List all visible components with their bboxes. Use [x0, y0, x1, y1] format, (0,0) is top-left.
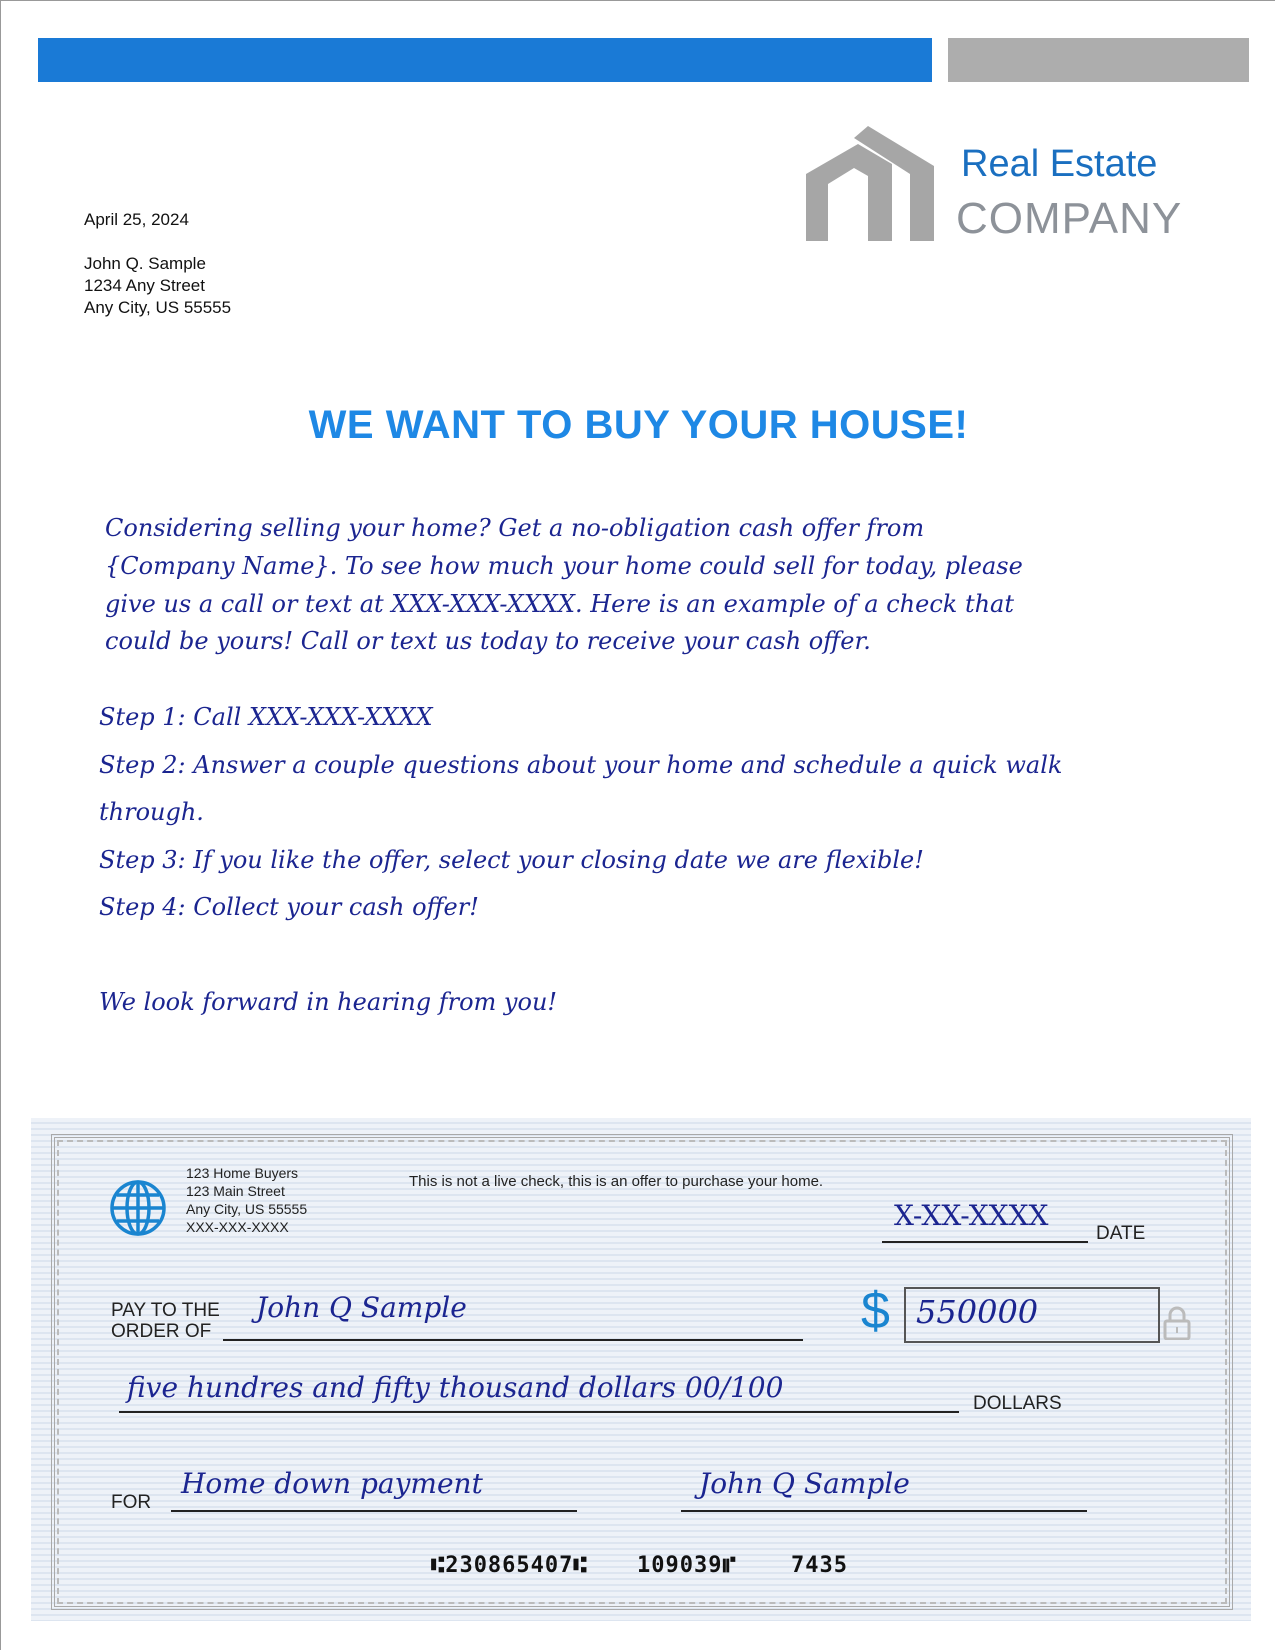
closing-line: We look forward in hearing from you!: [99, 988, 558, 1016]
date-line: [882, 1241, 1088, 1243]
micr-routing: ⑆230865407⑆: [431, 1553, 588, 1578]
intro-line: {Company Name}. To see how much your home could sell for today, please: [105, 552, 1023, 580]
issuer-phone: XXX-XXX-XXXX: [186, 1219, 289, 1235]
order-of-label: ORDER OF: [111, 1321, 212, 1342]
intro-line: could be yours! Call or text us today to receive your cash offer.: [105, 627, 871, 655]
step-1: Step 1: Call XXX-XXX-XXXX: [99, 703, 433, 731]
step-3: Step 3: If you like the offer, select your closing date we are flexible!: [99, 846, 924, 874]
payee-line: [223, 1339, 803, 1341]
logo-subtitle: COMPANY: [956, 194, 1183, 243]
step-2-cont: through.: [99, 798, 204, 826]
issuer-city: Any City, US 55555: [186, 1201, 308, 1217]
recipient-city: Any City, US 55555: [84, 298, 232, 317]
check-date-value: X-XX-XXXX: [894, 1199, 1049, 1232]
step-4: Step 4: Collect your cash offer!: [99, 893, 479, 921]
recipient-name: John Q. Sample: [84, 254, 206, 273]
letter-date: April 25, 2024: [84, 210, 189, 229]
dollar-sign: $: [861, 1282, 890, 1340]
signature-line: [681, 1510, 1087, 1512]
dollars-label: DOLLARS: [973, 1393, 1062, 1414]
amount-value: 550000: [916, 1293, 1039, 1331]
pay-to-label: PAY TO THE: [111, 1300, 220, 1321]
micr-account: 109039⑈: [637, 1553, 737, 1578]
issuer-name: 123 Home Buyers: [186, 1165, 299, 1181]
recipient-street: 1234 Any Street: [84, 276, 205, 295]
for-label: FOR: [111, 1492, 152, 1513]
header-accent-bar: [38, 38, 932, 82]
globe-icon: [109, 1179, 167, 1237]
intro-line: Considering selling your home? Get a no-obligation cash offer from: [105, 514, 925, 542]
memo-line: [171, 1510, 577, 1512]
house-roof-icon: [806, 126, 934, 241]
memo-value: Home down payment: [181, 1467, 483, 1500]
payee-name: John Q Sample: [256, 1291, 467, 1324]
logo-title: Real Estate: [961, 143, 1158, 185]
issuer-street: 123 Main Street: [186, 1183, 285, 1199]
headline: WE WANT TO BUY YOUR HOUSE!: [308, 403, 969, 447]
signature-value: John Q Sample: [699, 1467, 910, 1500]
amount-in-words: five hundres and fifty thousand dollars 00/100: [127, 1371, 784, 1404]
amount-words-line: [119, 1411, 959, 1413]
intro-line: give us a call or text at XXX-XXX-XXXX. Here is an example of a check that: [105, 590, 1014, 618]
date-label: DATE: [1096, 1223, 1146, 1244]
step-2: Step 2: Answer a couple questions about your home and schedule a quick walk: [99, 751, 1063, 779]
lock-icon: [1163, 1306, 1191, 1340]
check-disclaimer: This is not a live check, this is an offer to purchase your home.: [409, 1173, 824, 1190]
micr-check-number: 7435: [791, 1553, 848, 1578]
header-gray-bar: [948, 38, 1249, 82]
